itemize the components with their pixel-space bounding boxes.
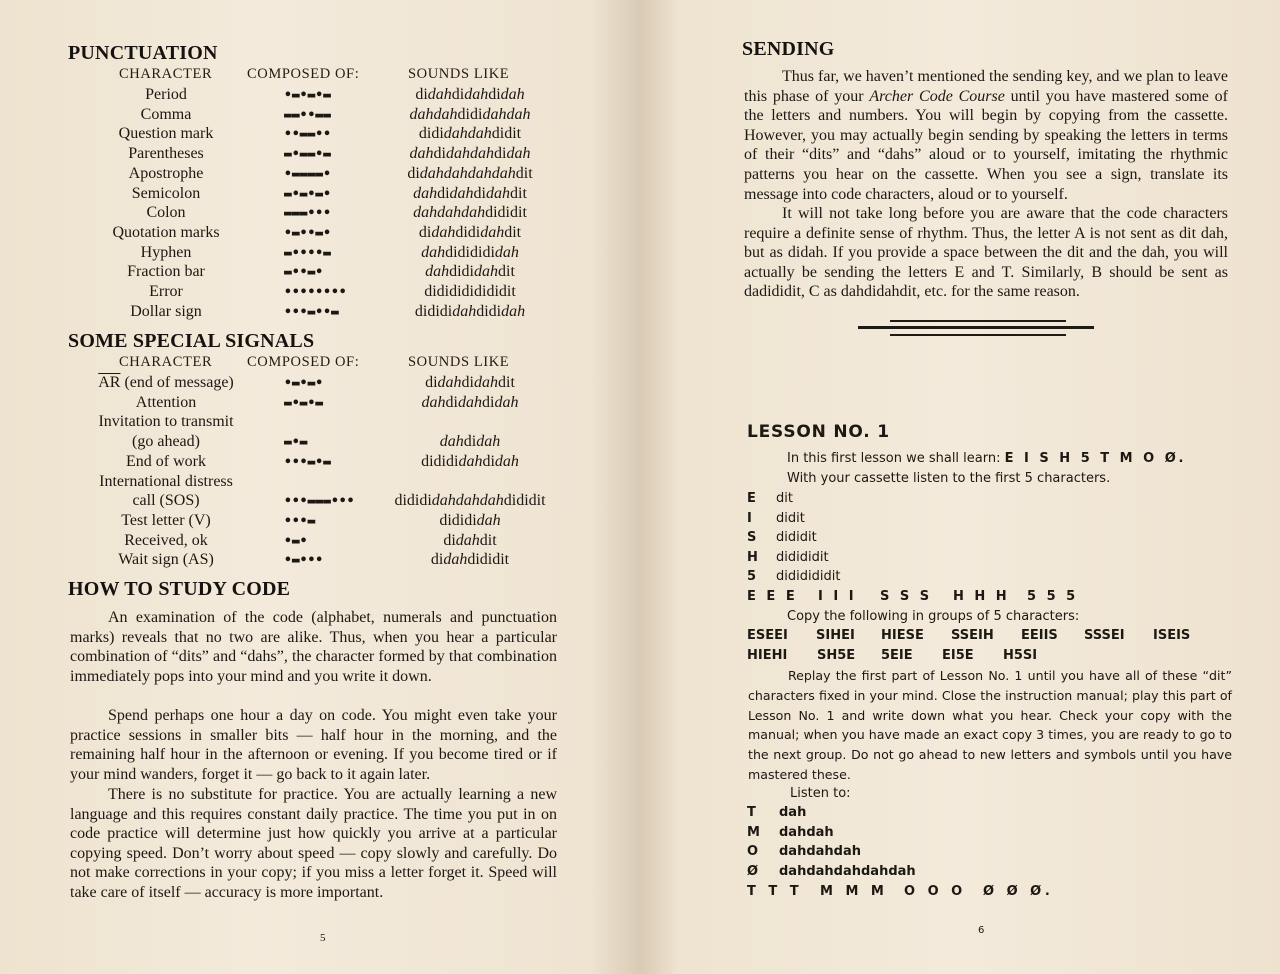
sending-paragraph-1 [744, 67, 1228, 204]
sound-syllable: dahdahdah [431, 492, 504, 510]
lesson-sound: dah [779, 805, 807, 820]
morse-code: ▬•▬•▬ [284, 395, 324, 411]
drill-group: EI5E [942, 648, 974, 663]
morse-code: ▬•▬▬•▬ [284, 147, 331, 163]
morse-code: ▬••▬• [284, 265, 324, 281]
study-title: HOW TO STUDY CODE [68, 578, 291, 600]
page-number-left: 5 [320, 932, 326, 944]
morse-code: ▬▬••▬▬ [284, 107, 331, 123]
drill-group: H H H [953, 589, 1010, 604]
character-name: Dollar sign [130, 302, 202, 320]
character-name: (go ahead) [132, 433, 200, 451]
sound-syllable: dah [449, 184, 474, 202]
sound-syllable: dit [479, 531, 497, 549]
sound-syllable: dah [476, 433, 501, 451]
lesson-sound: dahdah [779, 824, 834, 840]
sounds-like [380, 204, 560, 222]
punctuation-title: PUNCTUATION [68, 42, 218, 64]
morse-code: •▬• [284, 533, 308, 549]
sound-syllable: di [482, 452, 495, 470]
sound-syllable: dah [464, 86, 489, 103]
study-paragraph-1: An examination of the code (alphabet, numerals and punctuation marks) reveals that no two are alike. Thus, when you hear a particular combination of “dits” and “dahs”, the character formed by that combination immediately pops into your mind and you write it down. [70, 609, 557, 685]
sound-syllable: di [494, 145, 507, 163]
sound-syllable: dah [476, 511, 501, 529]
character-name: International distress [99, 472, 233, 490]
sounds-like [380, 374, 560, 392]
sound-syllable: di [463, 433, 477, 451]
character-name: Attention [135, 393, 197, 411]
sounds-like [380, 532, 560, 550]
sound-syllable: di [488, 86, 501, 103]
sounds-like [380, 165, 560, 183]
lesson-letter: I [747, 510, 752, 526]
sound-syllable: dididi [421, 452, 459, 470]
prosign-ar: $\overline{AR}$ [98, 374, 121, 391]
sound-syllable: dah [480, 223, 505, 241]
header-composed-of: COMPOSED OF: [247, 354, 360, 370]
sending-p1-text-a: Thus far, we haven’t mentioned the sending key, and we plan to leave this phase of your [744, 68, 1228, 105]
ornament-rule-top [890, 320, 1066, 322]
sound-syllable: dah [452, 302, 477, 320]
morse-code: ▬▬▬••• [284, 206, 331, 222]
sounds-like [380, 433, 560, 451]
sound-syllable: didi [457, 105, 483, 123]
morse-code: •••▬▬▬••• [284, 494, 355, 510]
sound-syllable: didi [476, 302, 502, 320]
sending-paragraph-2: It will not take long before you are aware that the code characters require a definite sense of rhythm. Thus, the letter A is not sent as dit dah, but as didah. If you provide a space between the dit and the dah, you will actually be sending the letters E and T. Similarly, B should be sent as dadididit, C as dahdidahdit, etc. for the same reason. [744, 205, 1228, 301]
lesson-sound: dahdahdahdahdah [779, 863, 916, 879]
sound-syllable: dit [498, 374, 515, 391]
listen-first-instruction: With your cassette listen to the first 5 characters. [787, 471, 1111, 486]
morse-code: ▬•▬•▬• [284, 186, 331, 202]
drill-group: HIESE [881, 628, 924, 643]
sound-syllable: di [437, 184, 450, 202]
morse-code: ••▬▬•• [284, 127, 331, 143]
sounds-like [380, 283, 560, 301]
sound-syllable: dah [421, 243, 446, 261]
lesson-letter: T [747, 805, 756, 820]
drill-group: H5SI [1003, 648, 1038, 663]
page-number-right: 6 [978, 925, 985, 936]
lesson-sound: dididididit [776, 569, 841, 585]
drill-group: I I I [818, 589, 857, 604]
sound-syllable: dah [494, 393, 519, 411]
character-name: Wait sign (AS) [118, 551, 214, 569]
character-name: Error [149, 283, 183, 300]
sound-syllable: dah [431, 223, 456, 241]
sound-syllable: dah [458, 452, 483, 470]
sound-syllable: dah [409, 105, 434, 123]
lesson-letter: H [747, 549, 758, 565]
lesson-letter: 5 [747, 569, 757, 585]
sound-syllable: dit [515, 164, 533, 182]
character-name: Parentheses [128, 145, 204, 163]
drill-group: S S S [880, 589, 933, 604]
sounds-like [380, 145, 560, 163]
lesson-letter: O [747, 844, 759, 860]
sound-syllable: dididit [485, 204, 527, 222]
sound-syllable: dah [409, 145, 434, 163]
sound-syllable: dididit [467, 551, 510, 569]
sounds-like [380, 492, 560, 510]
sending-p1-text-b: until you have mastered some of the letters and numbers. You will begin by copying from the cassette. However, you may actually begin sending by speaking the letters in terms of their “dits” and “dahs” aloud or to yourself, imitating the rhythmic patterns you hear on the cassette. When you see a sign, translate its message into code characters, aloud or to yourself. [744, 87, 1228, 203]
sounds-like [380, 512, 560, 530]
sound-syllable: di [407, 164, 420, 182]
sound-syllable: dahdahdah [413, 204, 486, 222]
character-name: $\overline{AR}$ (end of message) [98, 374, 234, 391]
sound-syllable: dah [458, 393, 482, 411]
sound-syllable: di [461, 374, 474, 391]
sounds-like [380, 224, 560, 242]
sound-syllable: dahdah [446, 145, 494, 163]
character-name: Semicolon [131, 184, 201, 202]
sounds-like [380, 244, 560, 262]
drill-group: O O O [904, 884, 967, 899]
sounds-like [380, 86, 560, 104]
sound-syllable: dah [494, 243, 519, 261]
sound-syllable: dah [486, 184, 510, 202]
sound-syllable: dit [498, 263, 515, 281]
replay-paragraph: Replay the first part of Lesson No. 1 until you have all of these “dit” characters fixed in your mind. Close the instruction manual; play this part of Lesson No. 1 and write down what you hear. Check your copy with the manual; when you have made an exact copy 3 times, you are ready to go to the next group. Do not go ahead to new letters and symbols until you have mastered these. [748, 668, 1232, 782]
header-composed-of: COMPOSED OF: [247, 66, 360, 82]
lesson-sound: didit [776, 510, 805, 526]
lesson-intro-text: In this first lesson we shall learn: [787, 451, 1001, 466]
sound-syllable: di [418, 223, 432, 241]
sounds-like [380, 106, 560, 124]
drill-group: SH5E [817, 648, 856, 663]
character-name: Fraction bar [127, 263, 205, 281]
sound-syllable: dah [443, 551, 468, 569]
character-name: Test letter (V) [121, 511, 211, 529]
sound-syllable: dah [482, 105, 507, 123]
listen-to-label: Listen to: [790, 786, 851, 801]
sound-syllable: dah [506, 145, 531, 163]
sound-syllable: dididi [439, 511, 477, 529]
sounds-like [380, 185, 560, 203]
sound-syllable: didi [455, 223, 481, 241]
sound-syllable: dididididididit [424, 283, 516, 300]
header-sounds-like: SOUNDS LIKE [408, 354, 510, 370]
ornament-rule-middle [858, 326, 1094, 329]
sound-syllable: di [443, 531, 456, 549]
character-name: Colon [146, 204, 186, 222]
sounds-like [380, 551, 560, 569]
sound-syllable: dah [455, 531, 480, 549]
morse-code: ▬•▬ [284, 435, 308, 451]
sound-syllable: dah [427, 86, 452, 103]
sound-syllable: dit [504, 223, 522, 241]
morse-code: •▬•▬• [284, 376, 324, 391]
sound-syllable: dah [437, 374, 462, 391]
character-name: call (SOS) [132, 492, 200, 510]
sound-syllable: di [473, 184, 486, 202]
sounds-like [380, 303, 560, 321]
sound-syllable: dah [474, 263, 498, 281]
header-character: CHARACTER [119, 66, 213, 82]
morse-code: ▬••••▬ [284, 245, 331, 261]
lesson-title: LESSON NO. 1 [747, 422, 890, 442]
sound-syllable: didi [418, 125, 444, 143]
drill-group: EEIIS [1021, 628, 1058, 643]
sending-title: SENDING [742, 38, 835, 60]
sound-syllable: dah [421, 393, 446, 411]
sound-syllable: dah [474, 374, 498, 391]
lesson-letter: E [747, 491, 756, 506]
lesson-letter: M [747, 824, 760, 840]
character-name: Apostrophe [128, 164, 204, 182]
sound-syllable: didididi [445, 243, 495, 261]
lesson-letter: Ø [747, 863, 759, 879]
header-character: CHARACTER [119, 354, 213, 370]
header-sounds-like: SOUNDS LIKE [408, 66, 510, 82]
morse-code: •▬••• [284, 553, 324, 569]
character-name: Invitation to transmit [98, 413, 234, 431]
drill-group: 5 5 5 [1027, 589, 1079, 604]
sound-syllable: dah [439, 433, 464, 451]
sounds-like [380, 394, 560, 412]
drill-group: SIHEI [816, 628, 855, 643]
drill-group: 5EIE [881, 648, 913, 663]
sound-syllable: di [415, 86, 428, 103]
drill-group: HIEHI [747, 648, 788, 663]
sound-syllable: didi [449, 263, 474, 281]
drill-group: ESEEI [747, 628, 788, 643]
sounds-like [380, 125, 560, 143]
lesson-sound: dit [776, 491, 793, 506]
sound-syllable: dit [510, 184, 527, 202]
morse-code: •••••••• [284, 285, 347, 300]
sound-syllable: di [445, 393, 458, 411]
ornament-rule-bottom [890, 334, 1066, 336]
drill-group: T T T [747, 884, 803, 899]
sound-syllable: dah [500, 86, 525, 103]
drill-group: ISEIS [1153, 628, 1191, 643]
morse-code: •▬••▬• [284, 225, 331, 241]
character-name: Period [145, 86, 187, 103]
sound-syllable: di [433, 145, 446, 163]
character-name: Comma [140, 105, 192, 123]
character-name: End of work [126, 452, 206, 470]
lesson-sound: dahdahdah [779, 844, 861, 860]
study-paragraph-2: Spend perhaps one hour a day on code. You might even take your practice sessions in smaller bits — half hour in the morning, and the remaining half hour in the afternoon or evening. If you become tired or if your mind wanders, forget it — go back to it again later. [70, 707, 557, 783]
character-name: Quotation marks [112, 223, 220, 241]
drill-group: Ø Ø Ø. [983, 884, 1054, 899]
sound-syllable: dah [413, 184, 438, 202]
lesson-letter: S [747, 530, 757, 546]
lesson-intro-letters: E I S H 5 T M O Ø. [1004, 451, 1187, 466]
copy-instruction: Copy the following in groups of 5 characters: [787, 609, 1080, 624]
sounds-like [380, 453, 560, 471]
sound-syllable: dididi [394, 492, 432, 510]
character-name: Question mark [118, 125, 214, 143]
morse-code: •••▬•▬ [284, 454, 331, 470]
lesson-intro [787, 451, 1186, 466]
sound-syllable: di [451, 86, 465, 103]
lesson-sound: didididit [776, 549, 829, 565]
sound-syllable: dahdahdahdah [419, 164, 516, 182]
sound-syllable: dah [501, 302, 526, 320]
morse-code: •▬▬▬▬• [284, 166, 331, 182]
character-name: Hyphen [140, 243, 192, 261]
sounds-like [380, 263, 560, 281]
sound-syllable: dah [433, 105, 458, 123]
morse-code: •••▬••▬ [284, 304, 339, 320]
sound-syllable: dididi [414, 302, 453, 320]
sound-syllable: dah [506, 105, 531, 123]
sound-syllable: dah [494, 452, 519, 470]
course-name: Archer Code Course [869, 87, 1005, 105]
drill-group: SSEIH [951, 628, 994, 643]
lesson-sound: dididit [776, 530, 817, 546]
drill-group: SSSEI [1084, 628, 1125, 643]
morse-code: •••▬ [284, 513, 316, 529]
drill-group: M M M [820, 884, 888, 899]
study-paragraph-3: There is no substitute for practice. You are actually learning a new language and this requires constant daily practice. The time you put in on code practice will determine just how quickly you arrive at a particular copying speed. Don’t worry about speed — copy slowly and carefully. Do not make corrections in your copy; if you miss a letter forget it. Speed will take care of itself — accuracy is more important. [70, 786, 557, 901]
morse-code: •▬•▬•▬ [284, 88, 331, 103]
sound-syllable: di [430, 551, 444, 569]
drill-group: E E E [747, 589, 798, 604]
special-signals-title: SOME SPECIAL SIGNALS [68, 330, 315, 352]
sound-syllable: didit [491, 125, 522, 143]
sound-syllable: dididit [503, 492, 546, 510]
sound-syllable: dahdah [443, 125, 492, 143]
right-page [640, 0, 1280, 974]
sound-syllable: di [425, 374, 438, 391]
character-name: Received, ok [124, 531, 208, 549]
sound-syllable: di [482, 393, 495, 411]
sound-syllable: dah [425, 263, 450, 281]
